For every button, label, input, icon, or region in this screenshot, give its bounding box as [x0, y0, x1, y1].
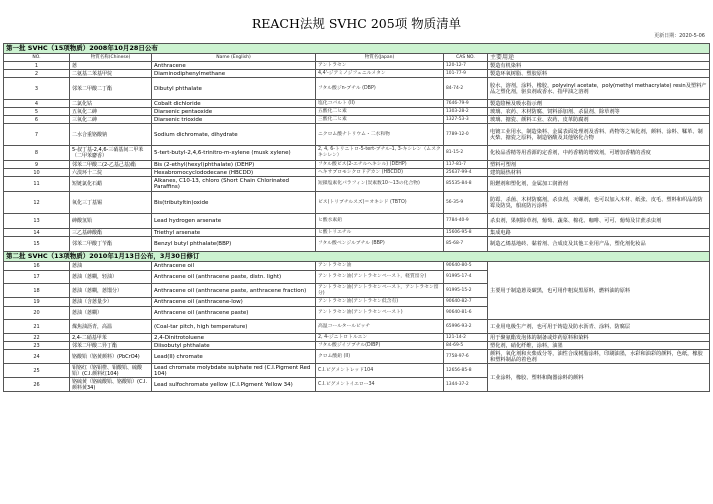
substance-name-ja: 2, 4-ジニトロトルエン: [316, 334, 444, 342]
row-number: 20: [4, 307, 70, 320]
row-number: 13: [4, 214, 70, 229]
main-use: 主要用于制造蒽及碳黑，也可用作粗炭黑原料，燃料油的原料: [488, 262, 710, 320]
row-number: 18: [4, 284, 70, 298]
row-number: 22: [4, 334, 70, 342]
substance-name-en: Sodium dichromate, dihydrate: [152, 124, 316, 146]
substance-name-en: 2,4-Dinitrotoluene: [152, 334, 316, 342]
row-number: 14: [4, 229, 70, 237]
table-row: [4, 70, 710, 78]
cas-number: 56-35-9: [444, 192, 488, 214]
header-en: Name (English): [152, 54, 316, 62]
page-title: REACH法规 SVHC 205项 物质清单: [251, 16, 462, 31]
substance-name-cn: 蒽油（蒽糊，蒽馏分）: [70, 284, 152, 298]
cas-number: 7646-79-9: [444, 100, 488, 108]
section-header-2: [4, 252, 710, 262]
row-number: 7: [4, 124, 70, 146]
table-row: [4, 364, 710, 378]
main-use: 工业涂料，橡胶、塑料和陶器涂料的颜料: [488, 364, 710, 392]
substance-name-ja: C.I.ピグメントイエロー34: [316, 378, 444, 392]
cas-number: 7789-12-0: [444, 124, 488, 146]
substance-name-en: Dibutyl phthalate: [152, 78, 316, 100]
cas-number: 85-68-7: [444, 237, 488, 252]
main-use: 工业用电极生产剂，也可用于铸造及防水沥青、涂料、防腐层: [488, 320, 710, 334]
table-row: [4, 124, 710, 146]
cas-number: 121-14-2: [444, 334, 488, 342]
substance-name-cn: 2,4-二硝基甲苯: [70, 334, 152, 342]
header-ja: 物質名(Japan): [316, 54, 444, 62]
main-use: 阻燃剂和塑化剂，金属加工润滑剂: [488, 177, 710, 192]
substance-name-cn: 短链氯化石蜡: [70, 177, 152, 192]
substance-name-cn: 二水合重铬酸钠: [70, 124, 152, 146]
table-row: [4, 237, 710, 252]
substance-name-cn: 邻苯二甲酸二异丁酯: [70, 342, 152, 350]
substance-name-en: Anthracene: [152, 62, 316, 70]
substance-name-en: Lead hydrogen arsenate: [152, 214, 316, 229]
row-number: 23: [4, 342, 70, 350]
substance-name-cn: 蒽: [70, 62, 152, 70]
cas-number: 90640-81-6: [444, 307, 488, 320]
cas-number: 15606-95-8: [444, 229, 488, 237]
cas-number: 1303-28-2: [444, 108, 488, 116]
row-number: 16: [4, 262, 70, 271]
cas-number: 91995-17-4: [444, 271, 488, 284]
table-row: [4, 214, 710, 229]
substance-name-cn: 氧化三丁基锡: [70, 192, 152, 214]
table-row: [4, 161, 710, 169]
substance-name-ja: 4,4'-ジアミノジフェニルメタン: [316, 70, 444, 78]
substance-name-en: Hexabromocyclododecane (HBCDD): [152, 169, 316, 177]
substance-name-cn: 二氯化钴: [70, 100, 152, 108]
row-number: 21: [4, 320, 70, 334]
substance-name-cn: 5-叔丁基-2,4,6-三硝基间二甲苯（二甲苯麝香）: [70, 146, 152, 161]
substance-name-cn: 蒽油（含蒽量少）: [70, 298, 152, 307]
substance-name-cn: 二氨基二苯基甲烷: [70, 70, 152, 78]
main-use: 建筑隔热材料: [488, 169, 710, 177]
substance-name-ja: クロム酸鉛 (II): [316, 350, 444, 364]
row-number: 10: [4, 169, 70, 177]
substance-name-cn: 蒽油: [70, 262, 152, 271]
table-row: [4, 262, 710, 271]
row-number: 19: [4, 298, 70, 307]
substance-name-cn: 邻苯二甲酸二丁酯: [70, 78, 152, 100]
table-row: [4, 146, 710, 161]
substance-name-en: Bis(tributyltin)oxide: [152, 192, 316, 214]
substance-name-en: Diaminodiphenylmethane: [152, 70, 316, 78]
main-use: 胶水，溶剂，涂料，橡胶，polyvinyl acetate，poly(methyl methacrylate) resin及塑料产品之塑化剂，驱虫剂或香水、指甲油之溶剂: [488, 78, 710, 100]
header-no: NO.: [4, 54, 70, 62]
main-use: 制造乙烯基地砖、黏着剂、合成皮及其他工业用产品，塑化剂化妆品: [488, 237, 710, 252]
substance-name-cn: 蒽油（蒽糊，轻油）: [70, 271, 152, 284]
substance-name-ja: 高温コールタールピッチ: [316, 320, 444, 334]
substance-name-cn: 三氧化二砷: [70, 116, 152, 124]
substance-name-ja: フタル酸ジイソブチル(DIBP): [316, 342, 444, 350]
column-header-row: [4, 54, 710, 62]
main-use: 製造有机染料: [488, 62, 710, 70]
cas-number: 1327-53-3: [444, 116, 488, 124]
substance-name-ja: C.I.ピグメントレッド104: [316, 364, 444, 378]
substance-name-ja: ヘキサブロモシクロドデカン (HBCDD): [316, 169, 444, 177]
substance-name-en: 5-tert-butyl-2,4,6-trinitro-m-xylene (musk xylene): [152, 146, 316, 161]
substance-name-cn: 三乙基砷酸酯: [70, 229, 152, 237]
substance-name-cn: 蒽油（蒽糊）: [70, 307, 152, 320]
substance-name-en: Bis (2-ethyl(hexyl)phthalate) (DEHP): [152, 161, 316, 169]
header-cn: 物質名称(Chinese): [70, 54, 152, 62]
cas-number: 1344-37-2: [444, 378, 488, 392]
substance-name-en: Lead sulfochromate yellow (C.I.Pigment Yellow 34): [152, 378, 316, 392]
row-number: 17: [4, 271, 70, 284]
substance-name-cn: 砷酸氢铅: [70, 214, 152, 229]
main-use: 塑化剂，硝化纤维，涂料，油墨: [488, 342, 710, 350]
substance-name-ja: アントラセン油: [316, 262, 444, 271]
substance-name-en: Lead chromate molybdate sulphate red (C.I.Pigment Red 104): [152, 364, 316, 378]
row-number: 12: [4, 192, 70, 214]
substance-name-ja: アントラセン油(アントラセンペースト): [316, 307, 444, 320]
substance-name-en: Anthracene oil (anthracene paste, distn. light): [152, 271, 316, 284]
cas-number: 91995-15-2: [444, 284, 488, 298]
svhc-table: [3, 43, 710, 392]
section-title: 第一批 SVHC（15项物质）2008年10月28日公布: [4, 44, 710, 54]
cas-number: 85535-84-8: [444, 177, 488, 192]
header-use: 主要用途: [488, 54, 710, 62]
substance-name-ja: アントラセン油(アントラセン低含有): [316, 298, 444, 307]
cas-number: 90640-82-7: [444, 298, 488, 307]
row-number: 2: [4, 70, 70, 78]
table-row: [4, 169, 710, 177]
substance-name-en: Benzyl butyl phthalate(BBP): [152, 237, 316, 252]
substance-name-cn: 钼铬红（铬钼橙、钼酸铅、硫酸铅）(C.I.颜料红104): [70, 364, 152, 378]
main-use: 集成电路: [488, 229, 710, 237]
cas-number: 101-77-9: [444, 70, 488, 78]
substance-name-ja: ビス(トリブチルスズ)＝オキシド (TBTO): [316, 192, 444, 214]
row-number: 24: [4, 350, 70, 364]
update-date: 更新日期：2020-5-06: [654, 33, 705, 39]
substance-name-cn: 六溴环十二烷: [70, 169, 152, 177]
cas-number: 12656-85-8: [444, 364, 488, 378]
main-use: 化妆品香精等用香源的定香剂，中药香精的增效剂，可增加香精的香度: [488, 146, 710, 161]
cas-number: 120-12-7: [444, 62, 488, 70]
substance-name-en: Anthracene oil: [152, 262, 316, 271]
substance-name-ja: フタル酸ベンジルブチル (BBP): [316, 237, 444, 252]
main-use: 杀虫剂，果树除草剂，葡萄、蔬菜、棉花、咖啡、可可、葡萄及甘蔗杀虫剂: [488, 214, 710, 229]
substance-name-ja: 三酸化二ヒ素: [316, 116, 444, 124]
table-row: [4, 334, 710, 342]
substance-name-ja: アントラセン油(アントラセンペースト，軽質留分): [316, 271, 444, 284]
table-row: [4, 177, 710, 192]
substance-name-cn: 煤焦油沥青，高温: [70, 320, 152, 334]
row-number: 8: [4, 146, 70, 161]
substance-name-cn: 邻苯二甲酸丁苄酯: [70, 237, 152, 252]
row-number: 6: [4, 116, 70, 124]
substance-name-ja: 塩化コバルト (II): [316, 100, 444, 108]
main-use: 电镀工业用水，制造染料、金属表面处理剂及香料、药物等之氧化剂，颜料、涂料、鞣革、制火柴、搪瓷之原料，制造铬酸及其他铬化合物: [488, 124, 710, 146]
table-row: [4, 108, 710, 116]
cas-number: 7758-97-6: [444, 350, 488, 364]
row-number: 26: [4, 378, 70, 392]
substance-name-en: Lead(II) chromate: [152, 350, 316, 364]
row-number: 1: [4, 62, 70, 70]
table-row: [4, 192, 710, 214]
substance-name-en: Anthracene oil (anthracene paste, anthracene fraction): [152, 284, 316, 298]
header-cas: CAS NO.: [444, 54, 488, 62]
cas-number: 25637-99-4: [444, 169, 488, 177]
substance-name-ja: ニクロム酸ナトリウム・二水和物: [316, 124, 444, 146]
table-row: [4, 320, 710, 334]
main-use: 用于聚氨酯发泡体的制备或炸药原料和染料: [488, 334, 710, 342]
main-use: 塑料可塑剂: [488, 161, 710, 169]
substance-name-en: (Coal-tar pitch, high temperature): [152, 320, 316, 334]
cas-number: 65996-93-2: [444, 320, 488, 334]
table-row: [4, 116, 710, 124]
substance-name-en: Diarsenic pentaoxide: [152, 108, 316, 116]
substance-name-ja: アントラセン: [316, 62, 444, 70]
substance-name-en: Alkanes, C10-13, chloro (Short Chain Chlorinated Paraffins): [152, 177, 316, 192]
substance-name-ja: アントラセン油(アントラセンペースト，アントラセン留分): [316, 284, 444, 298]
substance-name-en: Triethyl arsenate: [152, 229, 316, 237]
table-row: [4, 62, 710, 70]
substance-name-ja: 短鎖塩素化パラフィン(炭素数10～13の化合物): [316, 177, 444, 192]
table-row: [4, 100, 710, 108]
row-number: 9: [4, 161, 70, 169]
section-title: 第二批 SVHC（13项物质）2010年1月13日公布，3月30日修订: [4, 252, 710, 262]
main-use: 防霉、杀菌、木材防腐剂，杀虫剂，灭螺剂，也可以加入木材、纸张、皮毛、塑料和织品的防霉及防臭，船底防污涂料: [488, 192, 710, 214]
table-row: [4, 78, 710, 100]
substance-name-en: Anthracene oil (anthracene paste): [152, 307, 316, 320]
row-number: 15: [4, 237, 70, 252]
main-use: 玻璃、搪瓷、颜料工业、农药、皮革防腐剂: [488, 116, 710, 124]
substance-name-en: Diisobutyl phthalate: [152, 342, 316, 350]
table-row: [4, 229, 710, 237]
substance-name-ja: 五酸化二ヒ素: [316, 108, 444, 116]
substance-name-cn: 五氧化二砷: [70, 108, 152, 116]
main-use: 颜料，氧化剂和火柴成分等，油性合成树脂涂料，印刷油墨，水彩和油彩的颜料，色纸，橡胶和塑料制品的着色剂: [488, 350, 710, 364]
cas-number: 84-74-2: [444, 78, 488, 100]
row-number: 4: [4, 100, 70, 108]
substance-name-cn: 铬酸铅（铬黄颜料）(PbCrO4): [70, 350, 152, 364]
substance-name-en: Anthracene oil (anthracene-low): [152, 298, 316, 307]
substance-name-ja: フタル酸ビス(2-エチルヘキシル) (DEHP): [316, 161, 444, 169]
substance-name-en: Cobalt dichloride: [152, 100, 316, 108]
substance-name-ja: 2, 4, 6-トリニトロ-5-tert-ブチル-1, 3-キシレン（ムスクキシレン）: [316, 146, 444, 161]
cas-number: 84-69-5: [444, 342, 488, 350]
row-number: 3: [4, 78, 70, 100]
main-use: 玻璃、农药、木材防腐、饲料添加剂、杀鼠剂、除草剂等: [488, 108, 710, 116]
substance-name-ja: フタル酸ジn-ブチル (DBP): [316, 78, 444, 100]
row-number: 25: [4, 364, 70, 378]
substance-name-cn: 铬硫黄（铬硫酸铅、铬酸铅）(C.I.颜料黄34): [70, 378, 152, 392]
substance-name-cn: 邻苯二甲酸二(2-乙基己基)酯: [70, 161, 152, 169]
section-header-1: [4, 44, 710, 54]
row-number: 5: [4, 108, 70, 116]
cas-number: 90640-80-5: [444, 262, 488, 271]
substance-name-en: Diarsenic trioxide: [152, 116, 316, 124]
table-row: [4, 342, 710, 350]
main-use: 製造陰極及吸水指示劑: [488, 100, 710, 108]
row-number: 11: [4, 177, 70, 192]
cas-number: 117-81-7: [444, 161, 488, 169]
main-use: 製造环氧树脂、塑胶原料: [488, 70, 710, 78]
cas-number: 7784-40-9: [444, 214, 488, 229]
substance-name-ja: ヒ酸トリエチル: [316, 229, 444, 237]
substance-name-ja: ヒ酸水素鉛: [316, 214, 444, 229]
table-row: [4, 350, 710, 364]
cas-number: 81-15-2: [444, 146, 488, 161]
